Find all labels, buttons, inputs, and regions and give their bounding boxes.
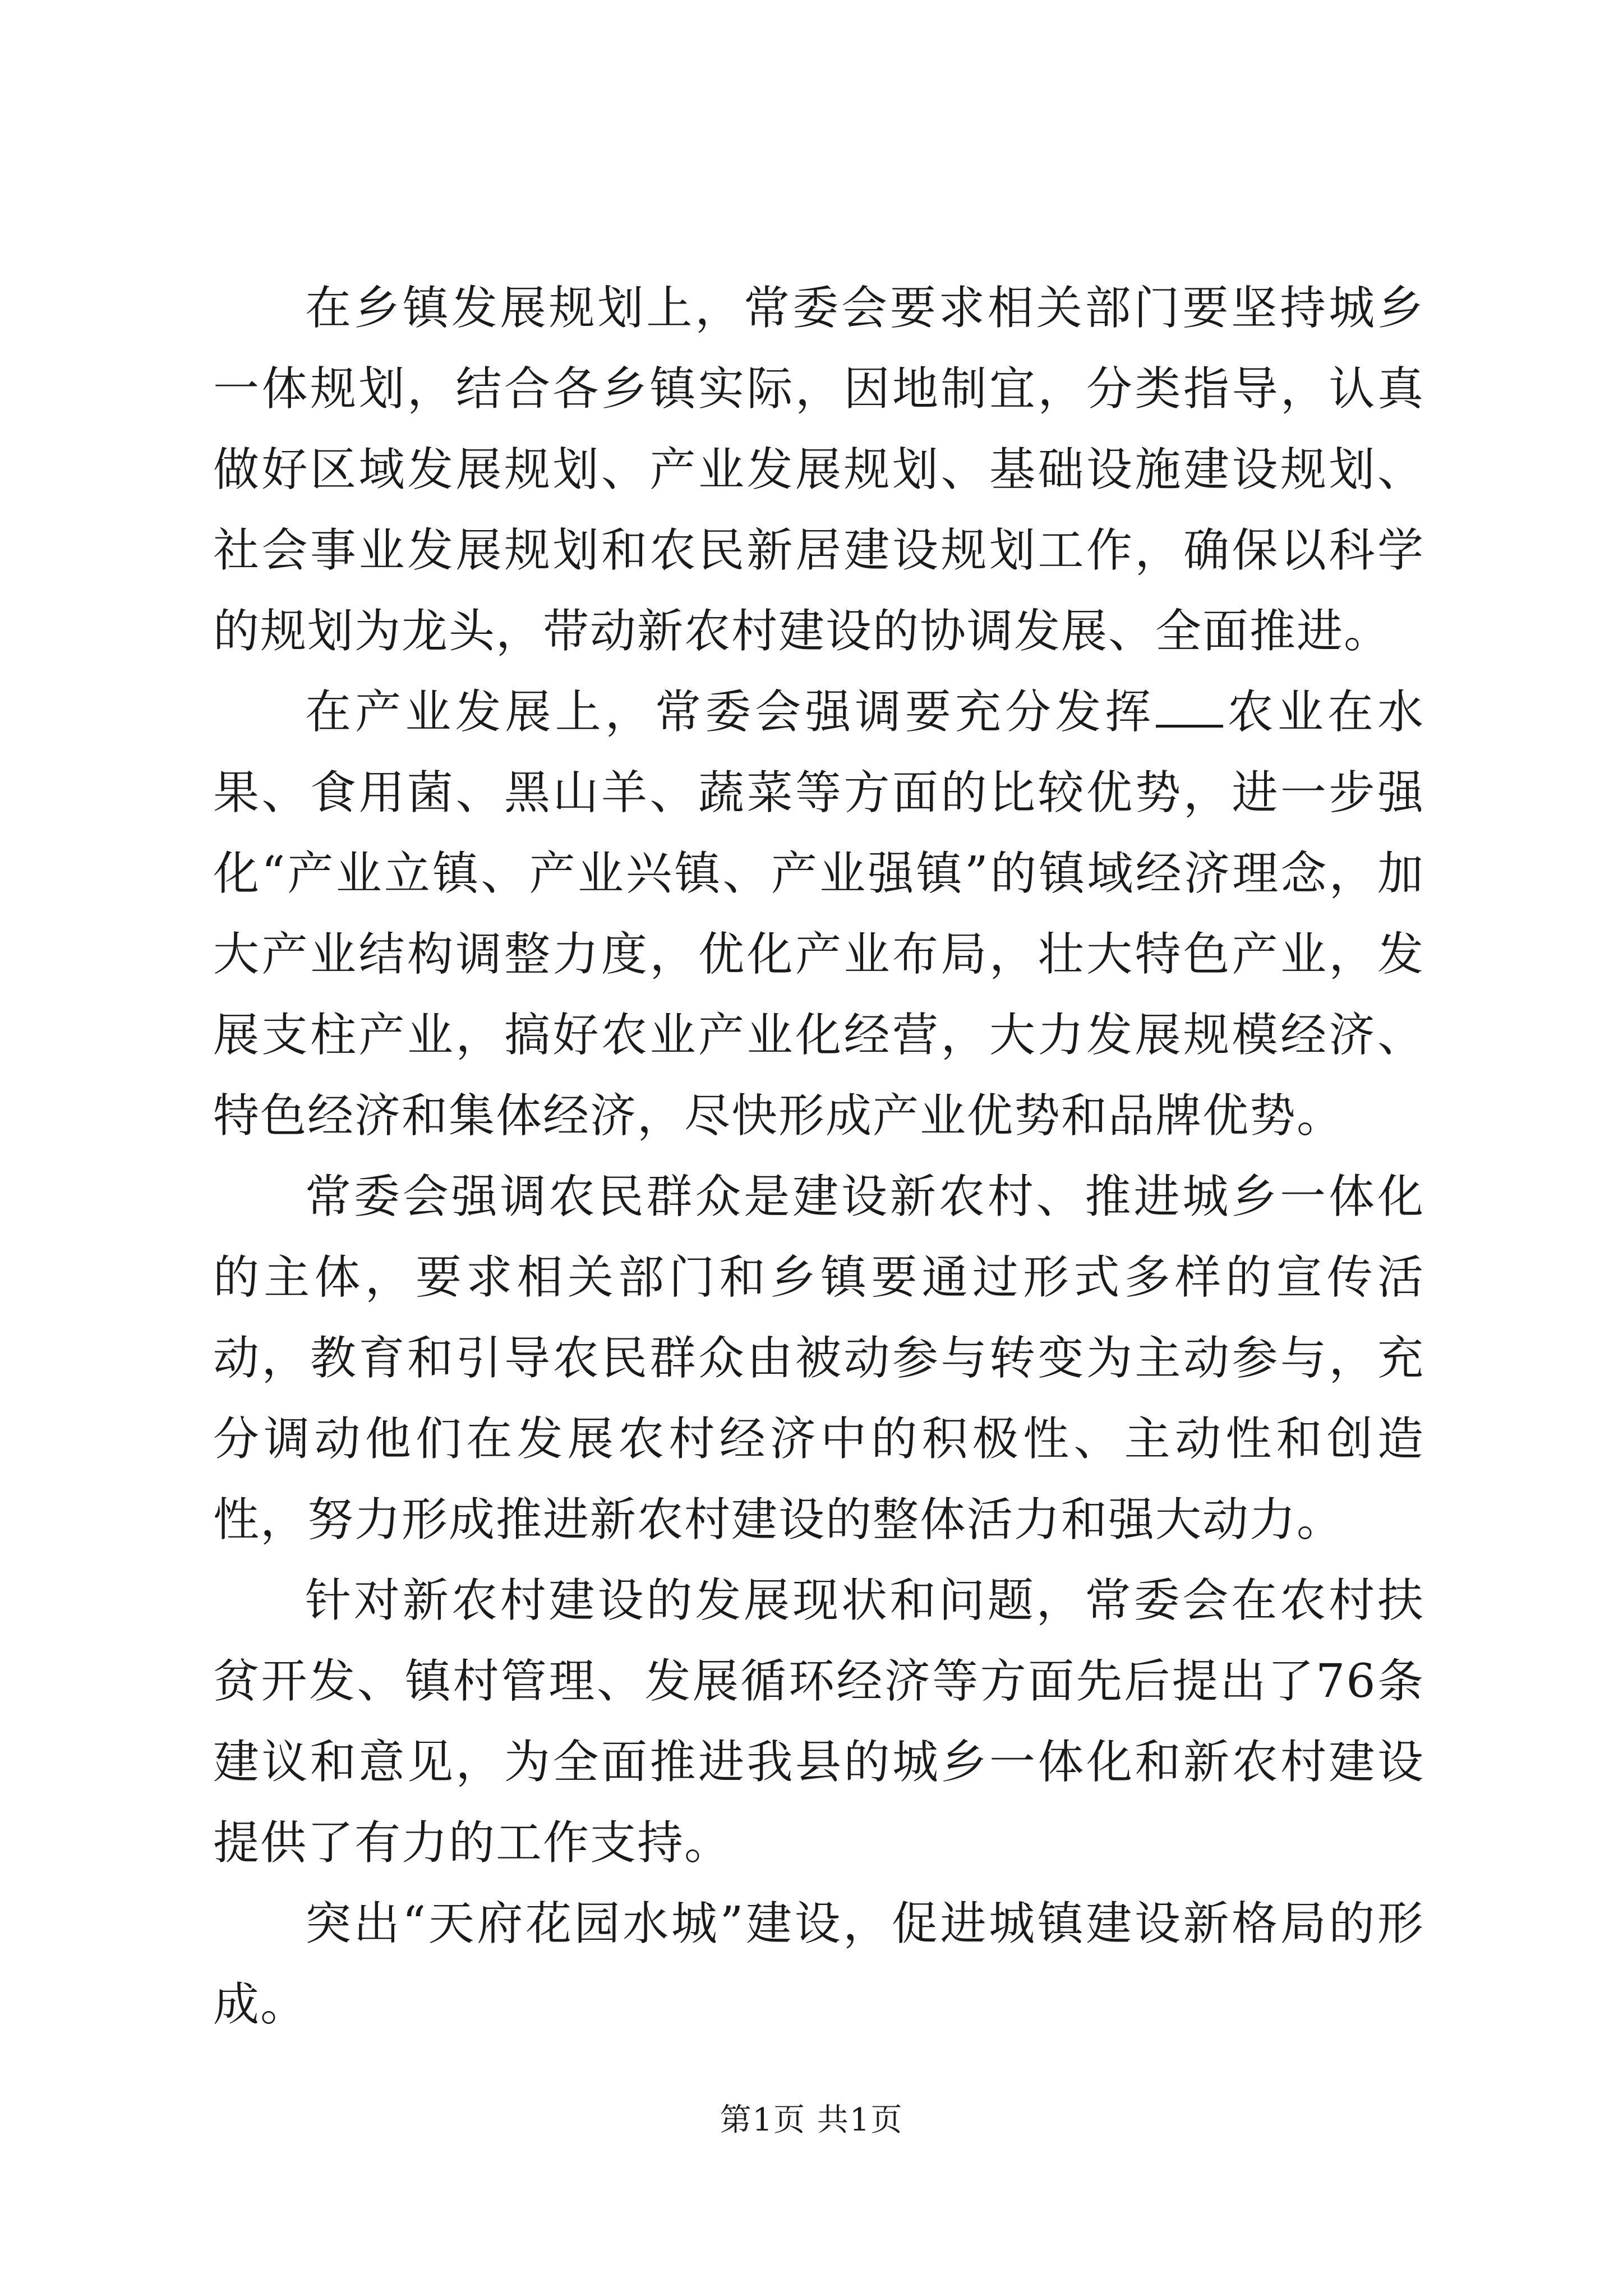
blank-underline [1156, 690, 1223, 728]
paragraph-township-planning: 在乡镇发展规划上，常委会要求相关部门要坚持城乡一体规划，结合各乡镇实际，因地制宜，分类指导，认真做好区域发展规划、产业发展规划、基础设施建设规划、社会事业发展规划和农民新居建设规划工作，确保以科学的规划为龙头，带动新农村建设的协调发展、全面推进。 [213, 282, 1424, 658]
paragraph-text-before-blank: 在产业发展上，常委会强调要充分发挥 [305, 685, 1155, 739]
paragraph-farmers-role: 常委会强调农民群众是建设新农村、推进城乡一体化的主体，要求相关部门和乡镇要通过形式多样的宣传活动，教育和引导农民群众由被动参与转变为主动参与，充分调动他们在发展农村经济中的积极性、主动性和创造性，努力形成推进新农村建设的整体活力和强大动力。 [213, 1170, 1424, 1547]
paragraph-suggestions: 针对新农村建设的发展现状和问题，常委会在农村扶贫开发、镇村管理、发展循环经济等方面先后提出了76条建议和意见，为全面推进我县的城乡一体化和新农村建设提供了有力的工作支持。 [213, 1574, 1424, 1870]
paragraph-garden-water-city: 突出“天府花园水城”建设，促进城镇建设新格局的形成。 [213, 1897, 1424, 2031]
paragraph-industry-development [213, 672, 1424, 1157]
paragraph-text-after-blank: 农业在水果、食用菌、黑山羊、蔬菜等方面的比较优势，进一步强化“产业立镇、产业兴镇、产业强镇”的镇域经济理念，加大产业结构调整力度，优化产业布局，壮大特色产业，发展支柱产业，搞好农业产业化经营，大力发展规模经济、特色经济和集体经济，尽快形成产业优势和品牌优势。 [213, 685, 1424, 1143]
page-footer: 第1页 共1页 [720, 2102, 903, 2138]
document-body [213, 268, 1424, 2045]
